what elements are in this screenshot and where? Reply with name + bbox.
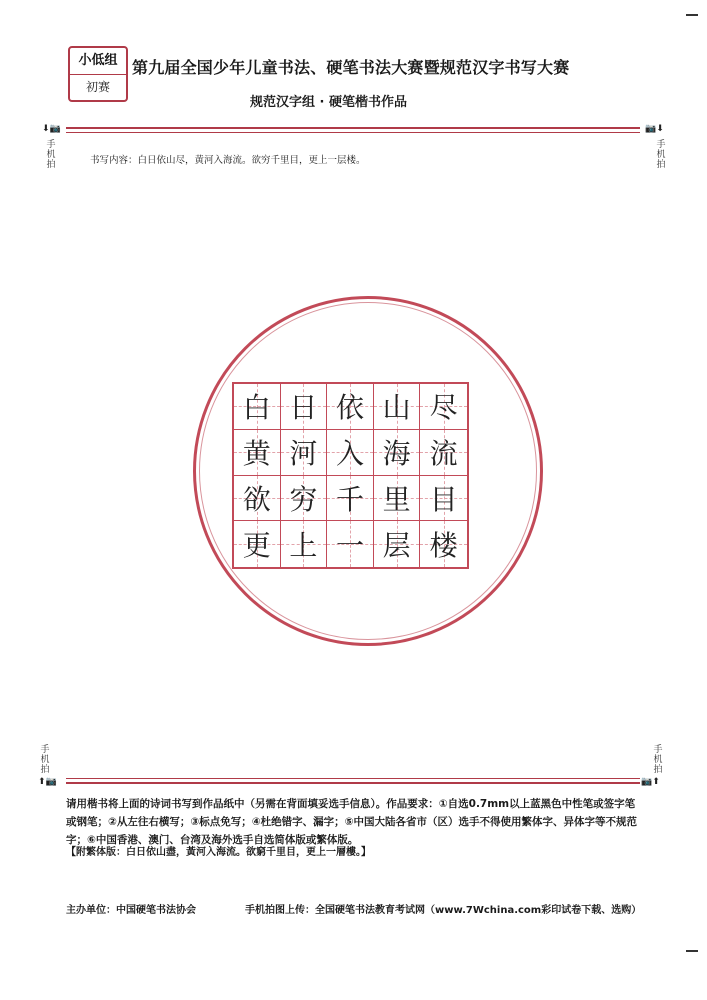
phone-label-top-right: 手机拍 <box>656 140 666 170</box>
camera-marker-top-right: 📷⬇ <box>645 124 664 134</box>
grid-cell: 欲 <box>234 476 281 522</box>
grid-cell: 穷 <box>281 476 328 522</box>
grid-cell: 里 <box>374 476 421 522</box>
grid-cell: 楼 <box>420 521 467 567</box>
upload-info-text: 手机拍图上传：全国硬笔书法教育考试网（www.7Wchina.com彩印试卷下载、选购） <box>245 905 642 916</box>
grid-cell: 海 <box>374 430 421 476</box>
grid-cell: 流 <box>420 430 467 476</box>
grid-cell: 更 <box>234 521 281 567</box>
badge-group-name: 小低组 <box>70 48 126 75</box>
crop-mark-bottom-right <box>686 950 698 952</box>
camera-marker-bottom-right: 📷⬆ <box>641 777 660 787</box>
bottom-rule <box>66 782 640 784</box>
grid-cell: 千 <box>327 476 374 522</box>
writing-content: 书写内容：白日依山尽，黄河入海流。欲穷千里目，更上一层楼。 <box>90 155 366 166</box>
organizer-text: 主办单位：中国硬笔书法协会 <box>66 905 196 916</box>
grid-cell: 白 <box>234 384 281 430</box>
camera-marker-top-left: ⬇📷 <box>42 124 61 134</box>
grid-cell: 层 <box>374 521 421 567</box>
grid-cell: 上 <box>281 521 328 567</box>
bottom-rule-thin <box>66 778 640 779</box>
crop-mark-top-right <box>686 14 698 16</box>
grid-cell: 一 <box>327 521 374 567</box>
group-badge <box>68 46 128 102</box>
grid-cell: 目 <box>420 476 467 522</box>
grid-cell: 山 <box>374 384 421 430</box>
camera-marker-bottom-left: ⬆📷 <box>38 777 57 787</box>
phone-label-top-left: 手机拍 <box>46 140 56 170</box>
page-title: 第九届全国少年儿童书法、硬笔书法大赛暨规范汉字书写大赛 <box>132 58 570 77</box>
phone-label-bottom-left: 手机拍 <box>40 745 50 775</box>
writing-grid <box>232 382 469 569</box>
top-rule <box>66 127 640 129</box>
grid-cell: 河 <box>281 430 328 476</box>
grid-cell: 黄 <box>234 430 281 476</box>
page-subtitle: 规范汉字组 · 硬笔楷书作品 <box>250 95 407 110</box>
grid-cell: 日 <box>281 384 328 430</box>
phone-label-bottom-right: 手机拍 <box>653 745 663 775</box>
grid-cell: 入 <box>327 430 374 476</box>
requirements-text: 请用楷书将上面的诗词书写到作品纸中（另需在背面填妥选手信息）。作品要求：①自选0.7mm以上蓝黑色中性笔或签字笔或钢笔；②从左往右横写；③标点免写；④杜绝错字、漏字；⑤中国大陆各省市（区）选手不得使用繁体字、异体字等不规范字；⑥中国香港、澳门、台湾及海外选手自选简体版或繁体版。 <box>66 798 638 846</box>
traditional-version-text: 【附繁体版：白日依山盡，黃河入海流。欲窮千里目，更上一層樓。】 <box>66 847 371 858</box>
top-rule-thin <box>66 132 640 133</box>
badge-round: 初赛 <box>85 80 110 94</box>
grid-cell: 尽 <box>420 384 467 430</box>
grid-cell: 依 <box>327 384 374 430</box>
